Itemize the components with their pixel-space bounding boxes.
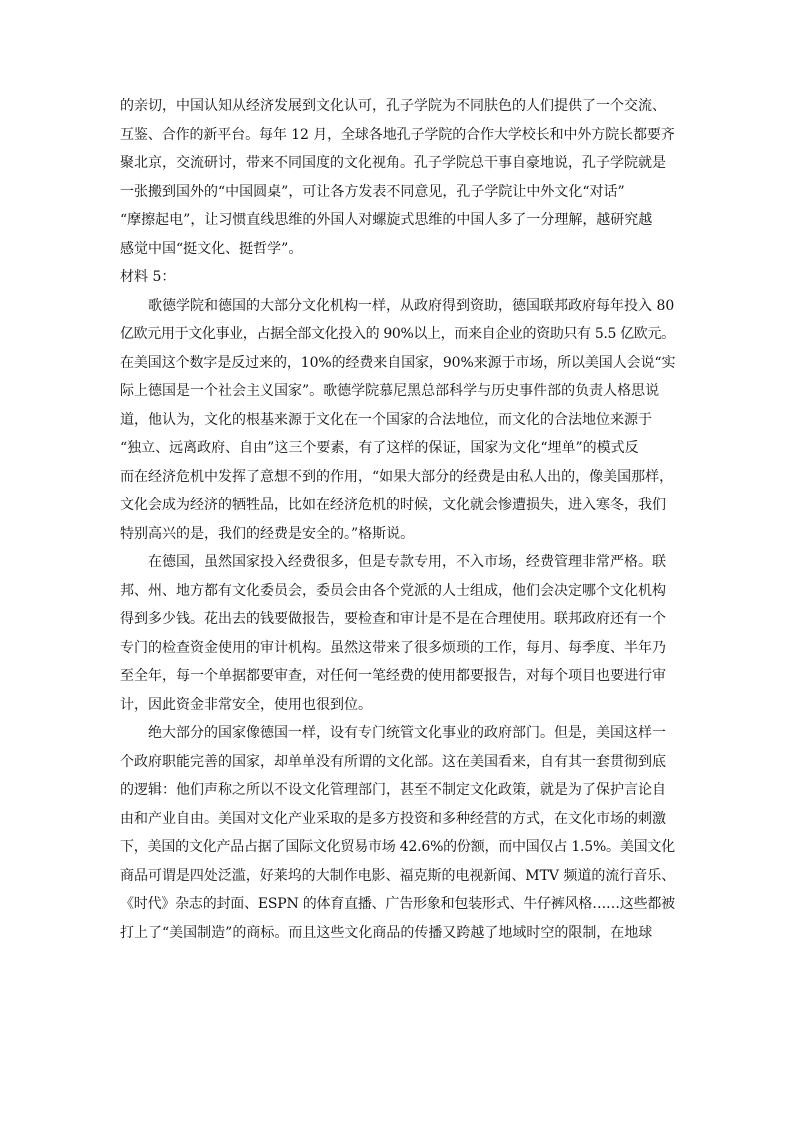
text-line: 邦、州、地方都有文化委员会，委员会由各个党派的人士组成，他们会决定哪个文化机构 [120,582,666,599]
text-line: “独立、远离政府、自由”这三个要素，有了这样的保证，国家为文化“埋单”的模式反 [120,440,639,456]
section-heading: 材料 5： [120,269,176,285]
text-line: 由和产业自由。美国对文化产业采取的是多方投资和多种经营的方式，在文化市场的刺激 [120,810,666,827]
paragraph-start-line: 绝大部分的国家像德国一样，设有专门统管文化事业的政府部门。但是，美国这样一 [148,725,666,741]
text-line: 互鉴、合作的新平台。每年 12 月，全球各地孔子学院的合作大学校长和中外方院长都要齐 [120,126,675,143]
text-line: 的逻辑：他们声称之所以不设文化管理部门，甚至不制定文化政策，就是为了保护言论自 [120,782,666,798]
text-line: 道，他认为，文化的根基来源于文化在一个国家的合法地位，而文化的合法地位来源于 [120,411,652,428]
text-line: 商品可谓是四处泛滥，好莱坞的大制作电影、福克斯的电视新闻、MTV 频道的流行音乐、 [120,867,676,884]
text-line: 际上德国是一个社会主义国家”。歌德学院慕尼黑总部科学与历史事件部的负责人格思说 [120,383,660,399]
text-line: 得到多少钱。花出去的钱要做报告，要检查和审计是不是在合理使用。联邦政府还有一个 [120,611,666,627]
document-body [120,92,675,947]
paragraph-start-line: 歌德学院和德国的大部分文化机构一样，从政府得到资助，德国联邦政府每年投入 80 [148,297,675,314]
text-line: 打上了“美国制造”的商标。而且这些文化商品的传播又跨越了地域时空的限制，在地球 [120,924,653,941]
text-line: 在美国这个数字是反过来的，10%的经费来自国家，90%来源于市场，所以美国人会说“实 [120,354,676,371]
paragraph-start-line: 在德国，虽然国家投入经费很多，但是专款专用，不入市场，经费管理非常严格。联 [148,554,666,570]
text-line: 的亲切，中国认知从经济发展到文化认可，孔子学院为不同肤色的人们提供了一个交流、 [120,98,666,114]
text-line: 聚北京，交流研讨，带来不同国度的文化视角。孔子学院总干事自豪地说，孔子学院就是 [120,155,666,171]
text-line: 计，因此资金非常安全，使用也很到位。 [120,696,372,713]
text-line: 亿欧元用于文化事业，占据全部文化投入的 90%以上，而来自企业的资助只有 5.5 亿欧元。 [120,326,675,342]
text-line: 《时代》杂志的封面、ESPN 的体育直播、广告形象和包装形式、牛仔裤风格……这些都被 [120,896,675,912]
text-line: 专门的检查资金使用的审计机构。虽然这带来了很多烦琐的工作，每月、每季度、半年乃 [120,639,666,656]
text-line: 一张搬到国外的“中国圆桌”，可让各方发表不同意见，孔子学院让中外文化“对话” [120,183,625,200]
text-line: “摩擦起电”，让习惯直线思维的外国人对螺旋式思维的中国人多了一分理解，越研究越 [120,212,653,228]
text-line: 下，美国的文化产品占据了国际文化贸易市场 42.6%的份额，而中国仅占 1.5%。美国文化 [120,839,675,855]
text-line: 文化会成为经济的牺牲品，比如在经济危机的时候，文化就会惨遭损失，进入寒冬，我们 [120,497,666,513]
text-line: 个政府职能完善的国家，却单单没有所谓的文化部。这在美国看来，自有其一套贯彻到底 [120,753,666,770]
text-line: 特别高兴的是，我们的经费是安全的。”格斯说。 [120,525,415,542]
text-line: 至全年，每一个单据都要审查，对任何一笔经费的使用都要报告，对每个项目也要进行审 [120,668,666,684]
text-line: 感觉中国“挺文化、挺哲学”。 [120,240,303,257]
text-line: 而在经济危机中发挥了意想不到的作用，“如果大部分的经费是由私人出的，像美国那样， [120,468,674,485]
